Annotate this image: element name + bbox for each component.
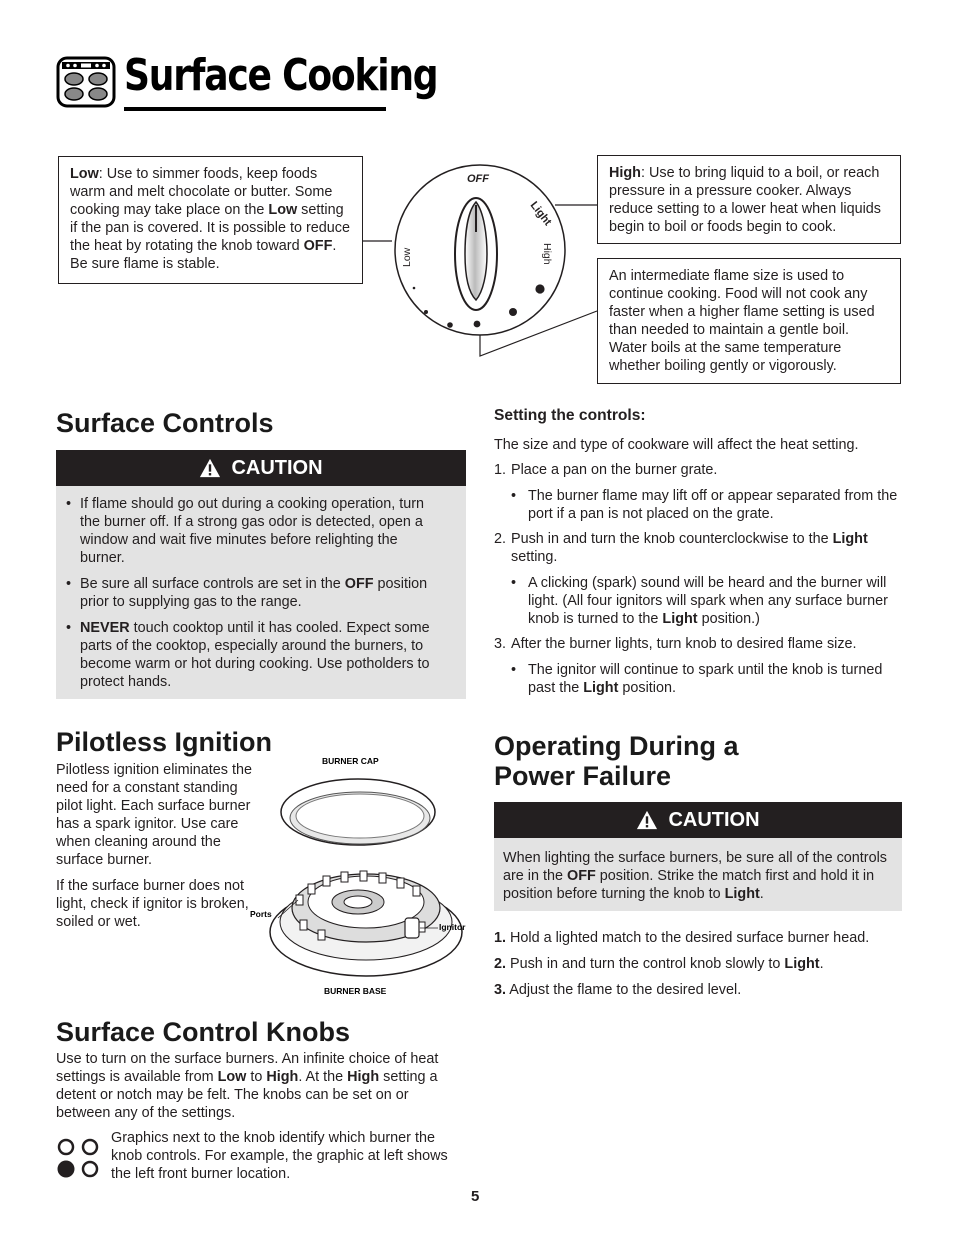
control-knob-diagram xyxy=(370,150,610,380)
callout-high-setting: High: Use to bring liquid to a boil, or reach pressure in a pressure cooker. Always reduce setting to a lower heat when liquids begin to boil or foods begin to cook. xyxy=(597,155,901,244)
caution-bullet: • Be sure all surface controls are set in the OFF position prior to supplying gas to the range. xyxy=(80,575,442,611)
setting-step: 1. Place a pan on the burner grate. xyxy=(494,462,718,478)
caution-bullet: • NEVER touch cooktop until it has cooled. Expect some parts of the cooktop, especially around the burners, to become warm or hot during cooking. Use potholders to protect hands. xyxy=(80,619,442,691)
power-failure-steps xyxy=(494,929,904,1007)
title-underline xyxy=(124,107,386,111)
caution-box-surface-controls xyxy=(56,486,466,699)
callout-low-setting: Low: Use to simmer foods, keep foods warm and melt chocolate or butter. Some cooking may take place on the Low setting if the pan is covered. It is possible to reduce the heat by rotating the knob toward OFF. Be sure flame is stable. xyxy=(58,156,363,284)
dial-dot xyxy=(509,308,517,316)
power-step: 2. Push in and turn the control knob slowly to Light. xyxy=(494,956,824,972)
callout-intermediate-setting: An intermediate flame size is used to continue cooking. Food will not cook any faster when a higher flame setting is used than needed to maintain a gentle boil. Water boils at the same temperature whether boiling gently or vigorously. xyxy=(597,258,901,384)
heading-pilotless-ignition: Pilotless Ignition xyxy=(56,727,273,757)
setting-intro: The size and type of cookware will affect the heat setting. xyxy=(494,437,859,453)
pilotless-text: Pilotless ignition eliminates the need for a constant standing pilot light. Each surface burner has a spark ignitor. Use care when cleaning around the surface burner. If the surface burner does not light, check if ignitor is broken, soiled or wet. xyxy=(56,762,252,930)
term-low: Low xyxy=(70,166,99,182)
burner-graphic-text: Graphics next to the knob identify which burner the knob controls. For example, the graphic at left shows the left front burner location. xyxy=(111,1130,448,1182)
warning-triangle-icon xyxy=(199,457,221,479)
power-step: 1. Hold a lighted match to the desired surface burner head. xyxy=(494,930,870,946)
caution-banner xyxy=(56,450,466,486)
caution-label: CAUTION xyxy=(668,808,760,831)
label-burner-cap: BURNER CAP xyxy=(322,756,379,766)
label-ignitor: Ignitor xyxy=(439,922,466,932)
dial-dot xyxy=(535,284,544,293)
setting-controls-section xyxy=(494,436,904,697)
ignitor xyxy=(405,918,419,938)
range-cooktop-icon xyxy=(56,56,116,108)
burner-location-icon xyxy=(56,1137,102,1179)
setting-step: 3. After the burner lights, turn knob to desired flame size. xyxy=(494,636,857,652)
setting-substep: • A clicking (spark) sound will be heard and the burner will light. (All four ignitors will spark when any surface burner knob is turned to the Light position.) xyxy=(511,575,888,627)
heading-surface-control-knobs: Surface Control Knobs xyxy=(56,1017,351,1047)
caution-box-power-failure: When lighting the surface burners, be sure all of the controls are in the OFF position. Strike the match first and hold it in position before turning the knob to Light. xyxy=(494,838,902,911)
caution-bullet: • If flame should go out during a cooking operation, turn the burner off. If a strong gas odor is detected, open a window and wait five minutes before relighting the burner. xyxy=(80,495,442,567)
dial-dot xyxy=(424,310,428,314)
dial-label-off: OFF xyxy=(467,173,489,185)
setting-substep: • The ignitor will continue to spark until the knob is turned past the Light position. xyxy=(511,662,883,696)
dial-label-light: Light xyxy=(527,199,554,229)
heading-surface-controls: Surface Controls xyxy=(56,408,274,438)
caution-banner xyxy=(494,802,902,838)
page-title: Surface Cooking xyxy=(124,50,438,101)
term-high: High xyxy=(609,165,641,181)
heading-setting-controls: Setting the controls: xyxy=(494,407,646,424)
burner-diagram xyxy=(248,750,470,1000)
label-burner-base: BURNER BASE xyxy=(324,986,387,996)
setting-step: 2. Push in and turn the knob counterclockwise to the Light setting. xyxy=(494,531,868,565)
setting-substep: • The burner flame may lift off or appear separated from the port if a pan is not placed on the grate. xyxy=(511,488,898,522)
page-number: 5 xyxy=(471,1188,480,1205)
dial-label-low: Low xyxy=(401,247,413,267)
knobs-text: Use to turn on the surface burners. An infinite choice of heat settings is available from Low to High. At the High setting a detent or notch may be felt. The knobs can be set on or between any of the settings. xyxy=(56,1051,439,1121)
warning-triangle-icon xyxy=(636,809,658,831)
label-ports: Ports xyxy=(250,909,272,919)
dial-dot xyxy=(413,287,416,290)
heading-power-failure: Operating During a Power Failure xyxy=(494,731,739,791)
dial-dot xyxy=(447,322,453,328)
power-step: 3. Adjust the flame to the desired level. xyxy=(494,982,742,998)
dial-label-high: High xyxy=(541,243,553,265)
caution-label: CAUTION xyxy=(231,456,323,479)
dial-dot xyxy=(474,321,481,328)
